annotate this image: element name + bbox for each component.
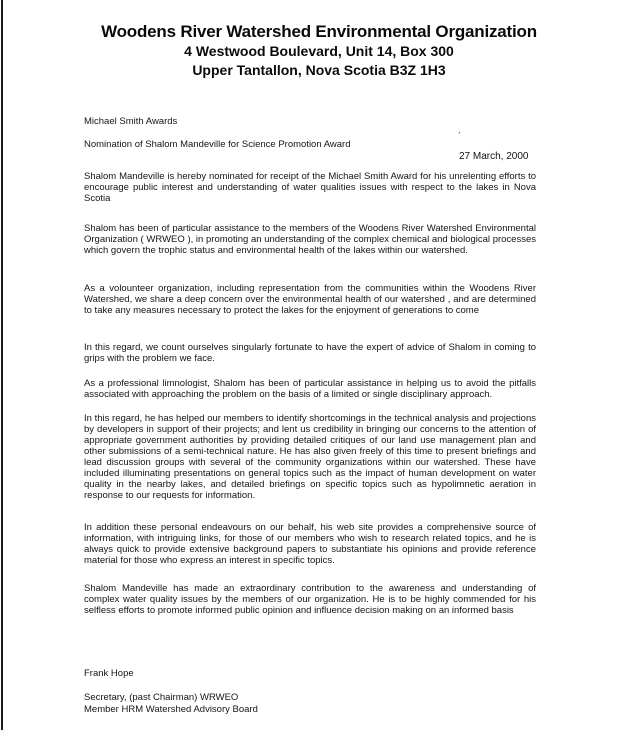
paragraph-2: Shalom has been of particular assistance to the members of the Woodens River Watershed Environmental Organization ( WRWEO ), in promoting an understanding of the complex chemical and biological processes which govern the trophic status and environmental health of the lakes within our watershed.: [84, 223, 536, 256]
paragraph-3: As a volounteer organization, including representation from the communities within the Woodens River Watershed, we share a deep concern over the environmental health of our watershed , and are determined to take any measures necessary to protect the lakes for the enjoyment of generations to come: [84, 283, 536, 316]
subject-line: Nomination of Shalom Mandeville for Science Promotion Award: [84, 139, 351, 150]
paragraph-1: Shalom Mandeville is hereby nominated for receipt of the Michael Smith Award for his unrelenting efforts to encourage public interest and understanding of water qualities issues with respect to the lakes in Nova Scotia: [84, 171, 536, 204]
page-edge-rule: [1, 0, 3, 730]
address-line-1: 4 Westwood Boulevard, Unit 14, Box 300: [184, 43, 454, 59]
recipient: Michael Smith Awards: [84, 116, 178, 127]
signatory-name: Frank Hope: [84, 668, 134, 679]
stray-mark: `: [458, 131, 461, 141]
paragraph-8: Shalom Mandeville has made an extraordinary contribution to the awareness and understanding of complex water quality issues by the members of our organization. He is to be highly commended for his selfless efforts to promote informed public opinion and influence decision making on an informed basis: [84, 583, 536, 616]
paragraph-5: As a professional limnologist, Shalom has been of particular assistance in helping us to avoid the pitfalls associated with approaching the problem on the basis of a limited or single disciplinary approach.: [84, 378, 536, 400]
letter-date: 27 March, 2000: [459, 151, 529, 162]
signatory-title-1: Secretary, (past Chairman) WRWEO: [84, 692, 239, 703]
signatory-title-2: Member HRM Watershed Advisory Board: [84, 704, 258, 715]
paragraph-6: In this regard, he has helped our members to identify shortcomings in the technical analysis and projections by developers in support of their projects; and lent us credibility in bringing our concerns to the attention of appropriate government authorities by providing detailed critiques of our land use management plan and other submissions of a semi-technical nature. He has also given freely of this time to present briefings and lead discussion groups with several of the community organizations within our watershed. These have included illuminating presentations on general topics such as the impact of human development on water quality in the nearby lakes, and detailed briefings on specific topics such as hypolimnetic aeration in response to our requests for information.: [84, 413, 536, 501]
org-name: Woodens River Watershed Environmental Organization: [101, 22, 537, 41]
paragraph-7: In addition these personal endeavours on our behalf, his web site provides a comprehensive source of information, with intriguing links, for those of our members who wish to research related topics, and he is always quick to provide extensive background papers to substantiate his opinions and provide reference material for those who express an interest in specific topics.: [84, 522, 536, 566]
address-line-2: Upper Tantallon, Nova Scotia B3Z 1H3: [192, 62, 446, 78]
paragraph-4: In this regard, we count ourselves singularly fortunate to have the expert of advice of Shalom in coming to grips with the problem we face.: [84, 342, 536, 364]
